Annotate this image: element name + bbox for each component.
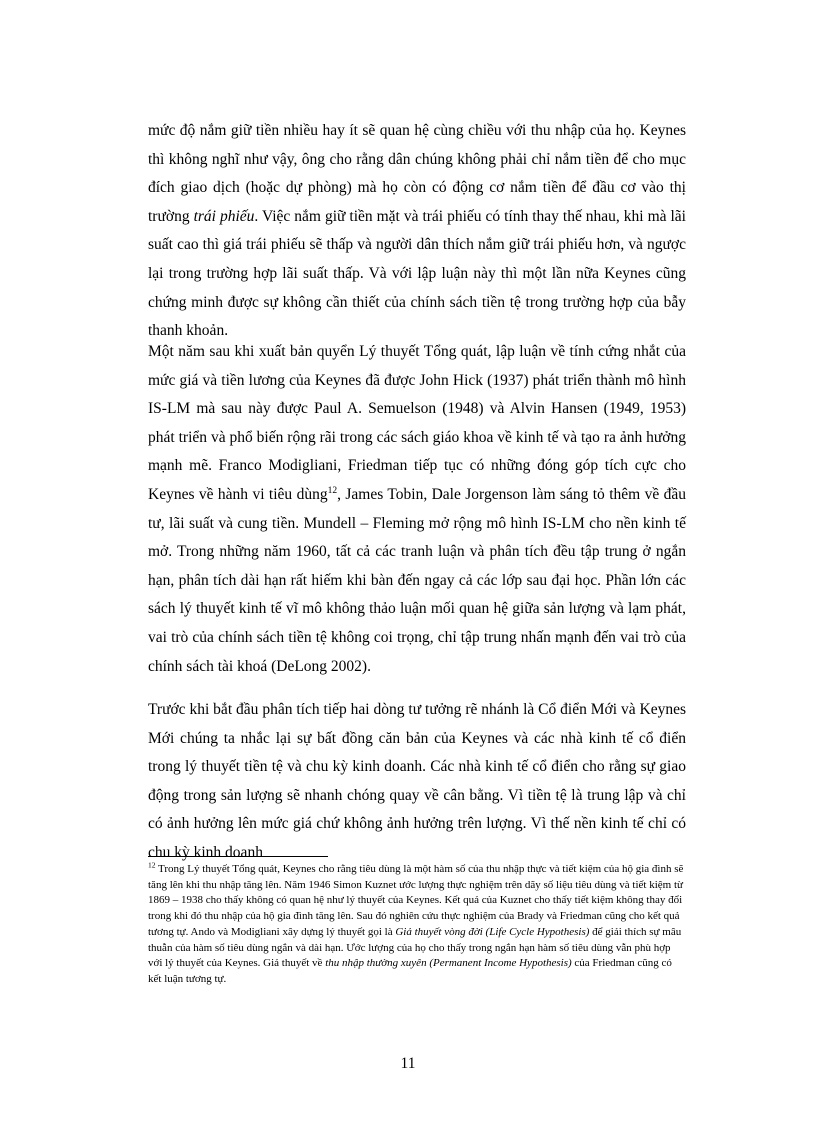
- italic-term: trái phiếu: [193, 207, 255, 225]
- paragraph-text: , James Tobin, Dale Jorgenson làm sáng tỏ thêm về đầu tư, lãi suất và cung tiền. Mundell – Fleming mở rộng mô hình IS-LM cho nền kinh tế mở. Trong những năm 1960, tất cả các tranh luận và phân tích đều tập trung ở ngắn hạn, phân tích dài hạn rất hiếm khi bàn đến ngay cả các lớp sau đại học. Phần lớn các sách lý thuyết kinh tế vĩ mô không thảo luận mối quan hệ giữa sản lượng và lạm phát, vai trò của chính sách tiền tệ không coi trọng, chỉ tập trung nhấn mạnh đến vai trò của chính sách tài khoá (DeLong 2002).: [148, 485, 687, 675]
- paragraph-text: Một năm sau khi xuất bản quyển Lý thuyết Tổng quát, lập luận về tính cứng nhắt của mức giá và tiền lương của Keynes đã được John Hick (1937) phát triển thành mô hình IS-LM mà sau này được Paul A. Semuelson (1948) và Alvin Hansen (1949, 1953) phát triển và phổ biến rộng rãi trong các sách giáo khoa về kinh tế và tạo ra ảnh hưởng mạnh mẽ. Franco Modigliani, Friedman tiếp tục có những đóng góp tích cực cho Keynes về hành vi tiêu dùng: [148, 343, 686, 503]
- paragraph-text: . Việc nắm giữ tiền mặt và trái phiếu có tính thay thế nhau, khi mà lãi suất cao thì giá trái phiếu sẽ thấp và người dân thích nắm giữ trái phiếu hơn, và ngược lại trong trường hợp lãi suất thấp. Và với lập luận này thì một lần nữa Keynes cũng chứng minh được sự không cần thiết của chính sách tiền tệ trong trường hợp của bẫy thanh khoản.: [148, 207, 686, 340]
- page-number: 11: [400, 1055, 416, 1072]
- footnote-italic-term: Giả thuyết vòng đời (Life Cycle Hypothesis): [395, 925, 590, 938]
- footnote-12: [148, 862, 686, 988]
- footnote-italic-term: thu nhập thường xuyên (Permanent Income Hypothesis): [325, 957, 572, 970]
- body-paragraph-1: [148, 117, 686, 346]
- footnote-text: của Friedman cũng có kết luận tương tự.: [148, 957, 672, 985]
- paragraph-text: Trước khi bắt đầu phân tích tiếp hai dòng tư tưởng rẽ nhánh là Cổ điển Mới và Keynes Mới chúng ta nhắc lại sự bất đồng căn bản của Keynes và các nhà kinh tế cổ điển trong lý thuyết tiền tệ và chu kỳ kinh doanh. Các nhà kinh tế cổ điển cho rằng sự giao động trong sản lượng sẽ nhanh chóng quay về cân bằng. Vì tiền tệ là trung lập và chỉ có ảnh hưởng lên mức giá chứ không ảnh hưởng trên lượng. Vì thế nền kinh tế chỉ có chu kỳ kinh doanh: [148, 701, 686, 861]
- footnote-reference: 12: [327, 485, 338, 496]
- footnote-separator: [148, 856, 328, 857]
- paragraph-text: mức độ nắm giữ tiền nhiều hay ít sẽ quan hệ cùng chiều với thu nhập của họ. Keynes thì không nghĩ như vậy, ông cho rằng dân chúng không phải chỉ nắm tiền để cho mục đích giao dịch (hoặc dự phòng) mà họ còn có động cơ nắm tiền để đầu cơ vào thị trường: [148, 122, 686, 225]
- footnote-number: 12: [148, 860, 156, 870]
- body-paragraph-3: [148, 696, 686, 868]
- footnote-text: để giải thích sự mâu thuẫn của hàm số tiêu dùng ngắn và dài hạn. Ước lượng của họ cho thấy trong ngắn hạn hàm số tiêu dùng vẫn phù hợp với lý thuyết của Keynes. Giả thuyết về: [148, 925, 682, 970]
- footnote-text: Trong Lý thuyết Tổng quát, Keynes cho rằng tiêu dùng là một hàm số của thu nhập thực và tiết kiệm của hộ gia đình sẽ tăng lên khi thu nhập tăng lên. Năm 1946 Simon Kuznet ước lượng thực nghiệm trên dãy số liệu tiêu dùng và tiết kiệm từ 1869 – 1938 cho thấy không có quan hệ như lý thuyết của Keynes. Kết quả của Kuznet cho thấy tiết kiệm không thay đổi trong khi đó thu nhập của hộ gia đình tăng lên. Sau đó nghiên cứu thực nghiệm của Brady và Friedman cũng cho kết quả tương tự. Ando và Modigliani xây dựng lý thuyết gọi là: [148, 863, 684, 938]
- body-paragraph-2: [148, 338, 686, 681]
